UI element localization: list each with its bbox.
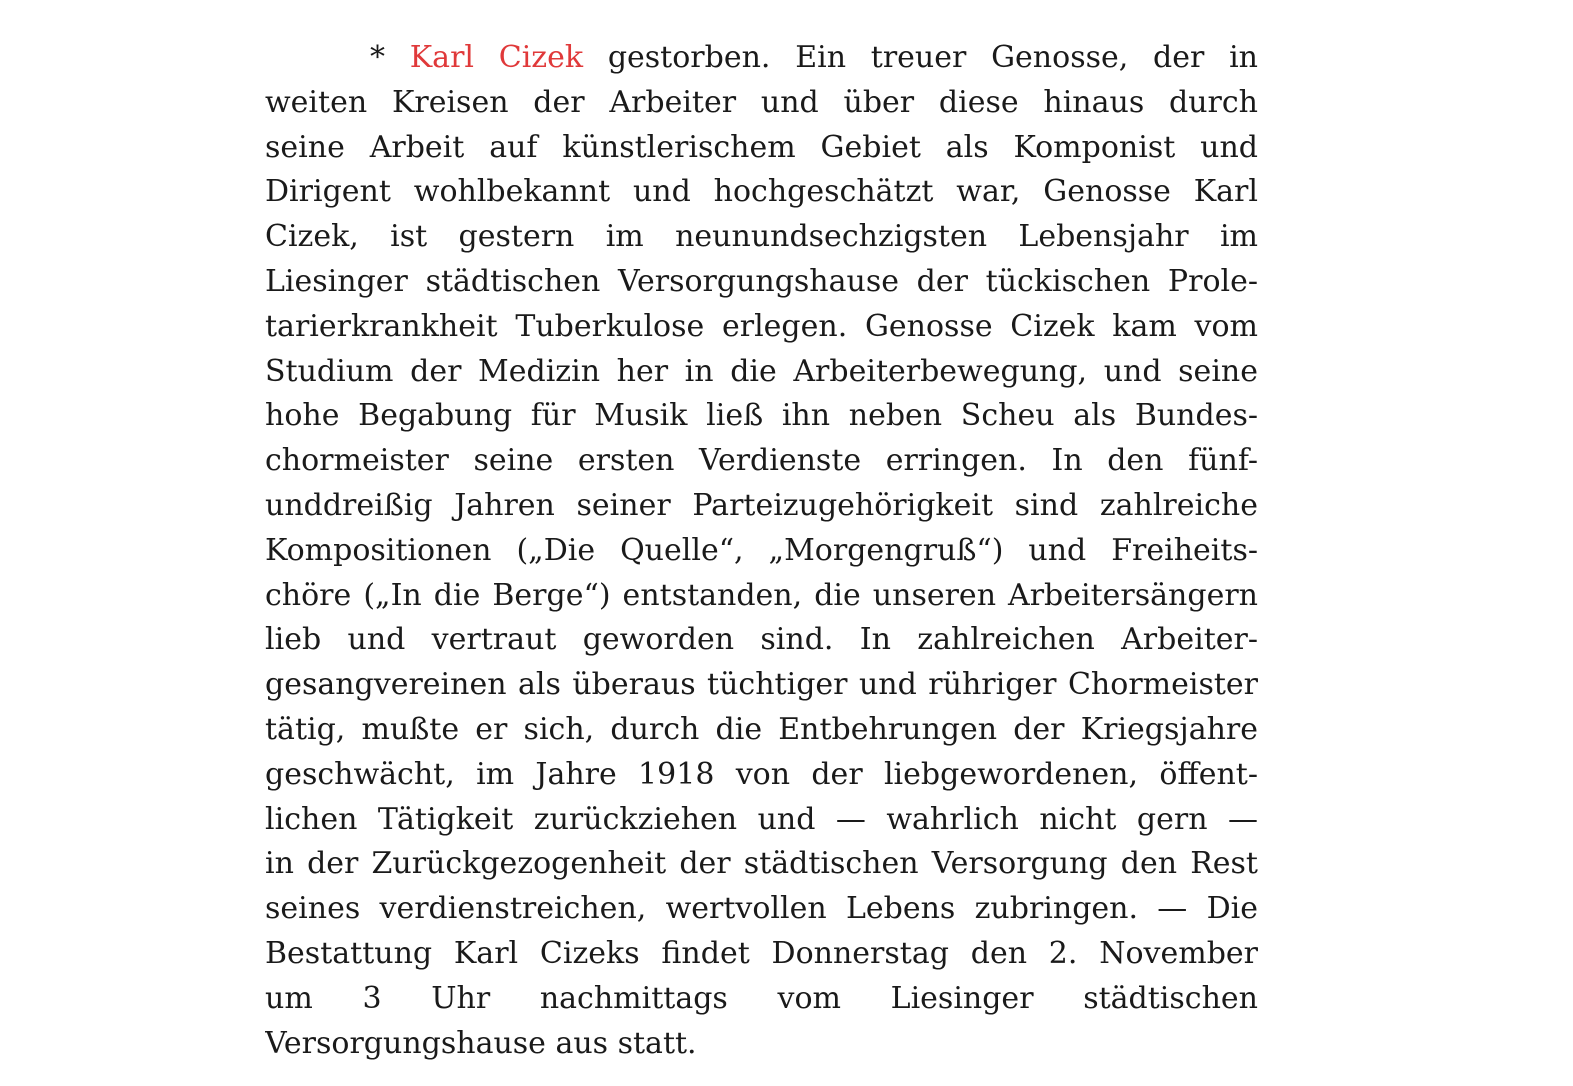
article-line: seines verdienstreichen, wertvollen Lebens zubringen. — Die: [265, 891, 1258, 927]
article-line: chöre („In die Berge“) entstanden, die unseren Arbeitersängern: [265, 577, 1258, 613]
article-line: tätig, mußte er sich, durch die Entbehrungen der Kriegsjahre: [265, 711, 1258, 747]
article-last-line: Versorgungshause aus statt.: [265, 1025, 697, 1061]
article-body: [265, 36, 1258, 1066]
article-line: Studium der Medizin her in die Arbeiterbewegung, und seine: [265, 353, 1258, 389]
article-line: Dirigent wohlbekannt und hochgeschätzt war, Genosse Karl: [265, 174, 1258, 210]
article-line: hohe Begabung für Musik ließ ihn neben Scheu als Bundes-: [265, 398, 1258, 434]
article-line: Bestattung Karl Cizeks findet Donnerstag den 2. November: [265, 935, 1258, 971]
article-line: Cizek, ist gestern im neunundsechzigsten Lebensjahr im: [265, 219, 1258, 255]
article-line: lichen Tätigkeit zurückziehen und — wahrlich nicht gern —: [265, 801, 1258, 837]
article-line: seine Arbeit auf künstlerischem Gebiet als Komponist und: [265, 129, 1258, 165]
article-line: unddreißig Jahren seiner Parteizugehörigkeit sind zahlreiche: [265, 487, 1258, 523]
article-line: Kompositionen („Die Quelle“, „Morgengruß“) und Freiheits-: [265, 532, 1258, 568]
article-line: lieb und vertraut geworden sind. In zahlreichen Arbeiter-: [265, 622, 1258, 658]
highlighted-name: Karl Cizek: [409, 40, 584, 75]
article-line: in der Zurückgezogenheit der städtischen Versorgung den Rest: [265, 846, 1258, 882]
article-line: weiten Kreisen der Arbeiter und über diese hinaus durch: [265, 84, 1258, 120]
article-line: gesangvereinen als überaus tüchtiger und rühriger Chormeister: [265, 667, 1258, 703]
article-line: um 3 Uhr nachmittags vom Liesinger städtischen: [265, 980, 1258, 1016]
article-line: Liesinger städtischen Versorgungshause der tückischen Prole-: [265, 263, 1258, 299]
article-line: geschwächt, im Jahre 1918 von der liebgewordenen, öffent-: [265, 756, 1258, 792]
asterisk-marker: *: [370, 40, 385, 75]
article-line: chormeister seine ersten Verdienste erringen. In den fünf-: [265, 443, 1258, 479]
article-first-line: [265, 36, 1258, 81]
first-line-text: gestorben. Ein treuer Genosse, der in: [607, 40, 1258, 75]
article-line: tarierkrankheit Tuberkulose erlegen. Genosse Cizek kam vom: [265, 308, 1258, 344]
